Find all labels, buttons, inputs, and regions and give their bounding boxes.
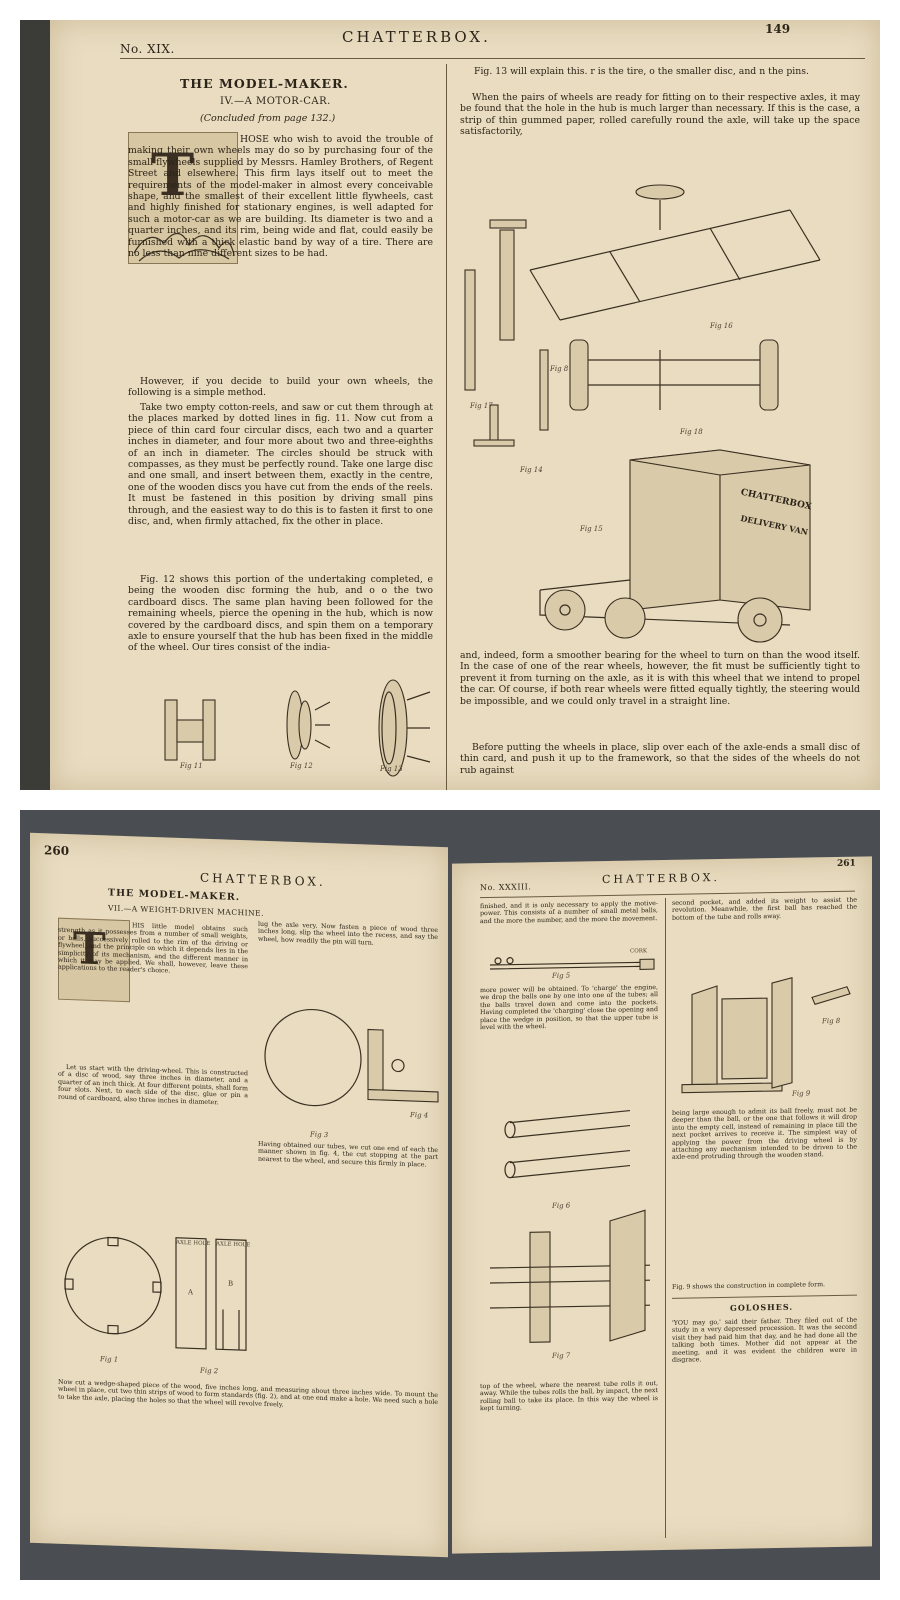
fig8-rod — [540, 350, 548, 430]
lower-left-page — [30, 833, 448, 1558]
fig13-tire-wheel — [379, 680, 430, 776]
story-rule — [672, 1295, 857, 1299]
article-title: THE MODEL-MAKER. — [180, 76, 349, 91]
fig7-post — [474, 405, 514, 446]
left-magazine-title: CHATTERBOX. — [200, 870, 326, 890]
fig6-tubes — [505, 1111, 630, 1178]
fig8-tube — [812, 987, 850, 1005]
lower-photo — [20, 810, 880, 1580]
caption-cork: CORK — [630, 948, 647, 955]
right-col1-mid: more power will be obtained. To 'charge' the engine, we drop the balls one by one into one of the tubes; all the balls travel down and come into the pockets. Having completed the 'charging' close the opening and place the wedge in position, so that the upper tube is level with the wheel. — [480, 984, 658, 1032]
caption-fig13: Fig 13 — [380, 765, 403, 773]
caption-fig2: Fig 2 — [200, 1366, 219, 1376]
right-page-number: 261 — [837, 858, 856, 869]
label-b: B — [228, 1279, 234, 1288]
right-magazine-title: CHATTERBOX. — [602, 870, 720, 887]
lower-right-page — [452, 856, 872, 1553]
fig15-delivery-van — [540, 450, 810, 642]
right-paragraph-axle-ends: Before putting the wheels in place, slip over each of the axle-ends a small disc of thin card, and push it up to the framework, so that the sides of the wheels do not rub against — [460, 742, 860, 776]
right-col2-top: second pocket, and added its weight to assist the revolution. Meanwhile, the first ball has reached the bottom of the tube and rolls away. — [672, 896, 857, 922]
right-paragraph-bearing: and, indeed, form a smoother bearing for the wheel to turn on than the wood itself. In the case of one of the rear wheels, however, the fit must be sufficiently tight to prevent it from turning on the axle, as it is with this wheel that we intend to propel the car. Of course, if both rear wheels were fitted equally tightly, the steering would be impossible, and we could only travel in a straight line. — [460, 650, 860, 707]
fig3-ring — [265, 1008, 361, 1107]
right-fig13-explanation: Fig. 13 will explain this. r is the tire, o the smaller disc, and n the pins. — [474, 66, 809, 77]
right-figures-8-9 — [672, 972, 857, 1105]
right-fig9-caption-text: Fig. 9 shows the construction in complete form. — [672, 1281, 826, 1291]
left-initial-letter: T — [73, 923, 106, 976]
right-column-divider — [665, 898, 666, 1538]
continued-note: (Concluded from page 132.) — [200, 113, 336, 124]
initial-letter: T — [151, 141, 195, 209]
caption-fig5: Fig 5 — [552, 971, 571, 980]
fig16-chassis-frame — [530, 185, 820, 320]
caption-fig17: Fig 17 — [470, 402, 493, 410]
story-title: GOLOSHES. — [730, 1301, 794, 1313]
caption-fig1: Fig 1 — [100, 1355, 119, 1364]
caption-fig16: Fig 16 — [710, 322, 733, 330]
upper-photo — [20, 20, 880, 790]
right-col2-mid: being large enough to admit its ball freely, must not be deeper than the ball, or the one that follows it will drop into the empty cell, instead of remaining in place till the next pocket arrives to receive it. The simplest way of applying the power from the driving wheel is by attaching any mechanism intended to be driven to the axle-end protruding through the wooden stand. — [672, 1106, 857, 1162]
motor-car-figures — [460, 170, 860, 640]
fig17-steering-column — [465, 220, 526, 390]
issue-number: No. XIX. — [120, 42, 175, 56]
header-rule — [120, 58, 865, 59]
left-article-subtitle: VII.—A WEIGHT-DRIVEN MACHINE. — [108, 903, 264, 918]
fig4-stand — [368, 1030, 438, 1102]
left-article-title: THE MODEL-MAKER. — [108, 887, 241, 904]
caption-axle-hole-2: AXLE HOLE — [216, 1241, 251, 1249]
right-issue-number: No. XXXIII. — [480, 882, 532, 893]
page-number: 149 — [765, 22, 791, 36]
story-text: 'YOU may go,' said their father. They filed out of the study in a very depressed procession. It was the second visit they had paid him that day, and he had done all the talking both times. Mother did not appear at the meeting, and it was evident the children were in disgrace. — [672, 1316, 857, 1364]
caption-fig11: Fig 11 — [180, 762, 203, 770]
fig11-cotton-reel — [165, 700, 215, 760]
van-lettering-chatterbox: CHATTERBOX — [739, 487, 813, 513]
caption-fig6: Fig 6 — [552, 1201, 571, 1210]
left-intro: HIS little model obtains such strength as it possesses from a number of small weights, or balls, successively rolled to the rim of the driving or flywheel, and the principle on which it depends lies in the simplicity of its mechanism, and the different manner in which it may be applied. We shall, however, leave these applications to the reader's choice. — [58, 922, 248, 976]
intro-paragraph: HOSE who wish to avoid the trouble of making their own wheels may do so by purchasing four of the small flywheels supplied by Messrs. Hamley Brothers, of Regent Street and elsewhere. This firm lays itself out to meet the requirements of the model-maker in almost every conceivable shape, and the smallest of their excellent little flywheels, cast and highly finished for stationary engines, is well adapted for such a motor-car as we are building. Its diameter is two and a quarter inches, and its rim, being wide and flat, could easily be furnished with a thick elastic band by way of a tire. There are no less than nine different sizes to be had. — [128, 134, 433, 260]
paragraph-cotton-reels: Take two empty cotton-reels, and saw or cut them through at the places marked by dotted lines in fig. 11. Now cut from a piece of thin card four circular discs, each two and a quarter inches in diameter, and four more about two and three-eighths of an inch in diameter. The circles should be struck with compasses, as they must be perfectly round. Take one large disc and one small, and insert between them, exactly in the centre, one of the wooden discs you have cut from the ends of the reels. It must be fastened in this position by driving small pins through, and the easiest way to do this is to fasten it first to one disc, and, when firmly attached, fix the other in place. — [128, 402, 433, 528]
caption-fig8-lower: Fig 8 — [822, 1016, 841, 1026]
caption-fig18: Fig 18 — [680, 428, 703, 436]
fig9-wheel-stand — [682, 978, 792, 1093]
caption-fig4: Fig 4 — [410, 1110, 429, 1120]
caption-fig9: Fig 9 — [792, 1089, 811, 1098]
right-col1-top: finished, and it is only necessary to apply the motive-power. This consists of a number of small metal balls, and the more the number, and the more the movement. — [480, 900, 658, 925]
fig1-disc — [65, 1236, 161, 1335]
caption-fig8: Fig 8 — [550, 365, 569, 373]
left-col2-mid: Having obtained our tubes, we cut one end of each the manner shown in fig. 4, the cut stopping at the part nearest to the wheel, and secure this firmly in place. — [258, 1140, 438, 1169]
caption-fig3: Fig 3 — [310, 1130, 329, 1140]
fig18-rear-axle — [570, 340, 778, 410]
column-divider — [446, 64, 447, 790]
right-figures-6-7 — [480, 1100, 660, 1373]
fig7-wheel-assembly — [490, 1210, 650, 1343]
caption-fig15: Fig 15 — [580, 525, 603, 533]
right-paragraph-axles: When the pairs of wheels are ready for fitting on to their respective axles, it may be found that the hole in the hub is much larger than necessary. If this is the case, a strip of thin gummed paper, rolled carefully round the axle, will take up the space satisfactorily, — [460, 92, 860, 138]
upper-magazine-page — [50, 20, 880, 790]
left-paragraph-wheel: Let us start with the driving-wheel. This is constructed of a disc of wood, say three inches in diameter, and a quarter of an inch thick. At four different points, shall form four slots. Next, to each side of the disc, glue or pin a round of cardboard, also three inches in diameter. — [58, 1063, 248, 1106]
caption-axle-hole-1: AXLE HOLE — [176, 1239, 211, 1247]
fig12-hub-discs — [287, 691, 330, 759]
article-subtitle: IV.—A MOTOR-CAR. — [220, 96, 331, 107]
caption-fig7: Fig 7 — [552, 1351, 571, 1360]
label-a: A — [188, 1288, 194, 1297]
van-lettering-delivery-van: DELIVERY VAN — [739, 512, 810, 538]
paragraph-method: However, if you decide to build your own wheels, the following is a simple method. — [128, 376, 433, 399]
left-bottom-text: Now cut a wedge-shaped piece of the wood, five inches long, and measuring about three inches wide. To mount the wheel in place, cut two thin strips of wood to form standards (fig. 2), and at one end make a hole. We need such a hole to take the axle, placing the holes so that the wheel will revolve freely. — [58, 1378, 438, 1409]
right-col1-bottom: top of the wheel, where the nearest tube rolls it out, away. While the tubes rolls the ball, by impact, the next rolling ball to take its place. In this way the wheel is kept turning. — [480, 1380, 658, 1413]
left-col2-top: lug the axle very. Now fasten a piece of wood three inches long, slip the wheel into the recess, and say the wheel, how readily the pin will turn. — [258, 920, 438, 947]
caption-fig14: Fig 14 — [520, 466, 543, 474]
left-page-number: 260 — [44, 843, 70, 859]
paragraph-fig12: Fig. 12 shows this portion of the undertaking completed, e being the wooden disc forming the hub, and o o the two cardboard discs. The same plan having been followed for the remaining wheels, pierce the opening in the hub, which is now covered by the cardboard discs, and spin them on a temporary axle to ensure yourself that the hub has been fixed in the middle of the wheel. Our tires consist of the india- — [128, 574, 433, 654]
magazine-title: CHATTERBOX. — [342, 28, 491, 46]
fig2-standards — [176, 1238, 246, 1350]
caption-fig12: Fig 12 — [290, 762, 313, 770]
